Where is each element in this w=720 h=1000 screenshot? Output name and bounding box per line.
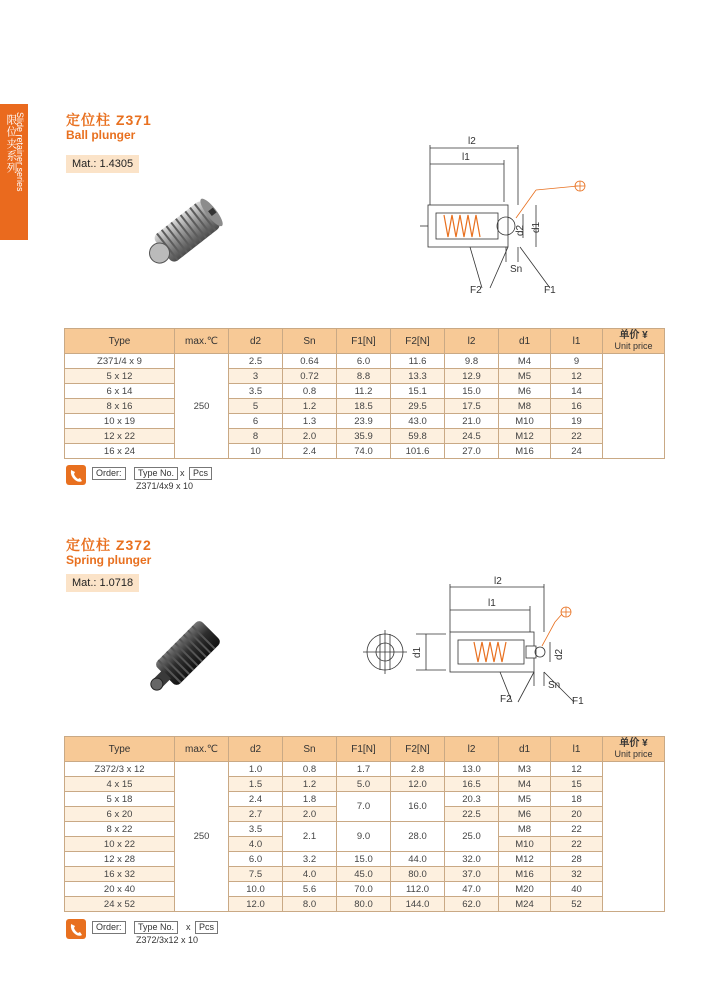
table-cell: 10	[229, 444, 283, 459]
table-cell: 52	[551, 897, 603, 912]
table-cell: 5 x 18	[65, 792, 175, 807]
table-cell: 3.2	[283, 852, 337, 867]
z371-header-row	[65, 329, 665, 354]
table-cell: 13.3	[391, 369, 445, 384]
times-sign: x	[180, 468, 185, 478]
table-cell: 6.0	[229, 852, 283, 867]
table-cell: 9	[551, 354, 603, 369]
table-cell: 20	[551, 807, 603, 822]
z371-dim-l2: l2	[468, 136, 476, 147]
table-cell: 35.9	[337, 429, 391, 444]
table-row	[65, 444, 665, 459]
table-row	[65, 384, 665, 399]
table-cell: 22	[551, 837, 603, 852]
z371-dim-sn: Sn	[510, 264, 523, 275]
table-cell: 24 x 52	[65, 897, 175, 912]
unit-price-cell	[603, 354, 665, 459]
table-cell: 28.0	[391, 822, 445, 852]
table-cell: M5	[499, 369, 551, 384]
table-cell: M4	[499, 777, 551, 792]
table-row	[65, 369, 665, 384]
table-cell: 15	[551, 777, 603, 792]
pcs-box: Pcs	[195, 921, 218, 934]
table-cell: M4	[499, 354, 551, 369]
table-cell: 12.9	[445, 369, 499, 384]
table-cell: 12	[551, 369, 603, 384]
col-header: l2	[445, 737, 499, 762]
col-header: F1[N]	[337, 737, 391, 762]
col-header: Type	[65, 329, 175, 354]
table-cell: 32	[551, 867, 603, 882]
phone-icon	[66, 465, 86, 485]
table-cell: 1.2	[283, 777, 337, 792]
col-header: F2[N]	[391, 329, 445, 354]
table-cell: 22	[551, 822, 603, 837]
table-cell: 16	[551, 399, 603, 414]
z372-dim-d2: d2	[554, 648, 565, 660]
z371-title-en: Ball plunger	[66, 128, 136, 142]
table-cell: 29.5	[391, 399, 445, 414]
table-cell: 1.0	[229, 762, 283, 777]
table-cell: 3.5	[229, 822, 283, 837]
table-cell: 1.8	[283, 792, 337, 807]
table-cell: 11.6	[391, 354, 445, 369]
table-cell: 1.5	[229, 777, 283, 792]
z371-material-badge: Mat.: 1.4305	[66, 155, 139, 173]
table-cell: 0.72	[283, 369, 337, 384]
z371-dim-d2: d2	[515, 224, 526, 236]
table-cell: 12.0	[229, 897, 283, 912]
table-cell: 1.7	[337, 762, 391, 777]
table-cell: 23.9	[337, 414, 391, 429]
z371-product-image	[128, 186, 238, 286]
z372-dim-f1: F1	[572, 696, 584, 707]
col-header-price: 单价 ¥ Unit price	[603, 329, 665, 354]
table-cell: M20	[499, 882, 551, 897]
z371-order-line	[66, 465, 266, 491]
table-cell: 11.2	[337, 384, 391, 399]
table-cell: M10	[499, 414, 551, 429]
table-cell: 2.4	[283, 444, 337, 459]
table-cell: 3.5	[229, 384, 283, 399]
table-cell: 12 x 22	[65, 429, 175, 444]
table-cell: 74.0	[337, 444, 391, 459]
table-cell: 2.0	[283, 429, 337, 444]
table-cell: 5	[229, 399, 283, 414]
table-cell: 6 x 20	[65, 807, 175, 822]
z371-dim-d1: d1	[531, 221, 542, 233]
table-cell: 44.0	[391, 852, 445, 867]
col-header: d2	[229, 329, 283, 354]
series-label-en: Slide retainer series	[15, 112, 25, 192]
z372-title-cn: 定位柱 Z372	[66, 537, 152, 553]
order-label: Order:	[92, 467, 126, 480]
table-cell: 2.1	[283, 822, 337, 852]
order-label: Order:	[92, 921, 126, 934]
table-cell: 7.0	[337, 792, 391, 822]
type-no-box: Type No.	[134, 921, 178, 934]
times-sign: x	[186, 922, 191, 932]
series-side-tab	[0, 104, 28, 240]
table-row	[65, 867, 665, 882]
table-cell: 15.0	[445, 384, 499, 399]
table-row	[65, 777, 665, 792]
table-cell: Z371/4 x 9	[65, 354, 175, 369]
table-cell: 9.0	[337, 822, 391, 852]
table-cell: 16.0	[391, 792, 445, 822]
table-cell: 4 x 15	[65, 777, 175, 792]
col-header: d2	[229, 737, 283, 762]
table-row	[65, 897, 665, 912]
table-cell: M10	[499, 837, 551, 852]
z371-spec-table	[64, 328, 665, 459]
table-cell: 3	[229, 369, 283, 384]
table-cell: 80.0	[337, 897, 391, 912]
table-cell: 5 x 12	[65, 369, 175, 384]
table-cell: 13.0	[445, 762, 499, 777]
table-cell: 22	[551, 429, 603, 444]
table-cell: 17.5	[445, 399, 499, 414]
table-cell: M16	[499, 444, 551, 459]
table-cell: 43.0	[391, 414, 445, 429]
table-cell: 4.0	[229, 837, 283, 852]
col-header: max.℃	[175, 329, 229, 354]
table-cell: 24	[551, 444, 603, 459]
table-cell: 6 x 14	[65, 384, 175, 399]
table-cell: 0.64	[283, 354, 337, 369]
table-cell: M6	[499, 807, 551, 822]
table-cell: 28	[551, 852, 603, 867]
table-cell: 2.4	[229, 792, 283, 807]
unit-price-cell	[603, 762, 665, 912]
table-row	[65, 882, 665, 897]
table-cell: 6	[229, 414, 283, 429]
table-row	[65, 792, 665, 807]
table-cell: M8	[499, 399, 551, 414]
table-row	[65, 429, 665, 444]
max-temp-cell: 250	[175, 354, 229, 459]
z372-dim-l2: l2	[494, 576, 502, 587]
table-cell: 112.0	[391, 882, 445, 897]
z371-dim-f2: F2	[470, 285, 482, 295]
table-cell: 2.0	[283, 807, 337, 822]
table-cell: 32.0	[445, 852, 499, 867]
table-cell: 8 x 22	[65, 822, 175, 837]
type-no-box: Type No.	[134, 467, 178, 480]
table-cell: 37.0	[445, 867, 499, 882]
table-cell: M16	[499, 867, 551, 882]
table-row	[65, 414, 665, 429]
table-cell: 19	[551, 414, 603, 429]
col-header: d1	[499, 329, 551, 354]
table-cell: 4.0	[283, 867, 337, 882]
table-cell: 47.0	[445, 882, 499, 897]
table-cell: 144.0	[391, 897, 445, 912]
col-header: F1[N]	[337, 329, 391, 354]
table-cell: M12	[499, 429, 551, 444]
table-row	[65, 762, 665, 777]
max-temp-cell: 250	[175, 762, 229, 912]
z371-dim-l1: l1	[462, 152, 470, 163]
z372-title-en: Spring plunger	[66, 553, 152, 567]
z372-product-image	[128, 610, 238, 705]
z372-dim-f2: F2	[500, 694, 512, 705]
table-cell: 22.5	[445, 807, 499, 822]
table-cell: 45.0	[337, 867, 391, 882]
table-cell: 6.0	[337, 354, 391, 369]
table-cell: 24.5	[445, 429, 499, 444]
table-cell: 25.0	[445, 822, 499, 852]
table-cell: 16 x 32	[65, 867, 175, 882]
z372-order-line	[66, 919, 266, 945]
table-cell: 15.0	[337, 852, 391, 867]
order-example: Z372/3x12 x 10	[136, 935, 199, 945]
table-cell: 15.1	[391, 384, 445, 399]
table-row	[65, 852, 665, 867]
table-cell: 10 x 22	[65, 837, 175, 852]
phone-icon	[66, 919, 86, 939]
table-cell: 2.5	[229, 354, 283, 369]
table-cell: 8	[229, 429, 283, 444]
table-cell: Z372/3 x 12	[65, 762, 175, 777]
table-cell: 80.0	[391, 867, 445, 882]
table-cell: 0.8	[283, 384, 337, 399]
z372-dim-d1: d1	[412, 646, 423, 658]
z372-header-row	[65, 737, 665, 762]
z371-dim-f1: F1	[544, 285, 556, 295]
table-cell: 7.5	[229, 867, 283, 882]
col-header: max.℃	[175, 737, 229, 762]
table-cell: 20 x 40	[65, 882, 175, 897]
table-cell: 70.0	[337, 882, 391, 897]
table-cell: 14	[551, 384, 603, 399]
table-cell: 16.5	[445, 777, 499, 792]
table-cell: 2.7	[229, 807, 283, 822]
table-cell: 27.0	[445, 444, 499, 459]
table-cell: 62.0	[445, 897, 499, 912]
col-header: l2	[445, 329, 499, 354]
table-cell: 8.8	[337, 369, 391, 384]
z372-spec-table	[64, 736, 665, 912]
table-cell: M8	[499, 822, 551, 837]
table-cell: 9.8	[445, 354, 499, 369]
table-cell: 40	[551, 882, 603, 897]
table-cell: 10.0	[229, 882, 283, 897]
table-cell: M6	[499, 384, 551, 399]
table-cell: 0.8	[283, 762, 337, 777]
table-cell: M3	[499, 762, 551, 777]
table-cell: 18.5	[337, 399, 391, 414]
col-header: Type	[65, 737, 175, 762]
table-cell: 12	[551, 762, 603, 777]
table-row	[65, 354, 665, 369]
col-header: Sn	[283, 329, 337, 354]
table-row	[65, 822, 665, 837]
table-cell: M24	[499, 897, 551, 912]
col-header: d1	[499, 737, 551, 762]
series-label-cn: 限位夹系列	[5, 114, 17, 174]
z372-dim-l1: l1	[488, 598, 496, 609]
table-cell: 10 x 19	[65, 414, 175, 429]
table-cell: 12 x 28	[65, 852, 175, 867]
col-header: F2[N]	[391, 737, 445, 762]
order-example: Z371/4x9 x 10	[136, 481, 194, 491]
col-header: Sn	[283, 737, 337, 762]
col-header: l1	[551, 737, 603, 762]
col-header-price: 单价 ¥ Unit price	[603, 737, 665, 762]
table-cell: 5.0	[337, 777, 391, 792]
table-cell: 2.8	[391, 762, 445, 777]
table-cell: 8 x 16	[65, 399, 175, 414]
table-cell: 8.0	[283, 897, 337, 912]
table-cell: 5.6	[283, 882, 337, 897]
table-cell: 20.3	[445, 792, 499, 807]
table-cell: 101.6	[391, 444, 445, 459]
table-cell: 12.0	[391, 777, 445, 792]
table-cell: 1.3	[283, 414, 337, 429]
pcs-box: Pcs	[189, 467, 212, 480]
table-cell: 59.8	[391, 429, 445, 444]
table-cell: 16 x 24	[65, 444, 175, 459]
table-row	[65, 399, 665, 414]
z372-material-badge: Mat.: 1.0718	[66, 574, 139, 592]
table-cell: M5	[499, 792, 551, 807]
table-cell: 21.0	[445, 414, 499, 429]
table-cell: 1.2	[283, 399, 337, 414]
z371-title-cn: 定位柱 Z371	[66, 112, 152, 128]
table-cell: M12	[499, 852, 551, 867]
z372-technical-drawing	[350, 570, 600, 710]
col-header: l1	[551, 329, 603, 354]
z371-technical-drawing	[410, 130, 600, 295]
z372-dim-sn: Sn	[548, 680, 561, 691]
table-cell: 18	[551, 792, 603, 807]
